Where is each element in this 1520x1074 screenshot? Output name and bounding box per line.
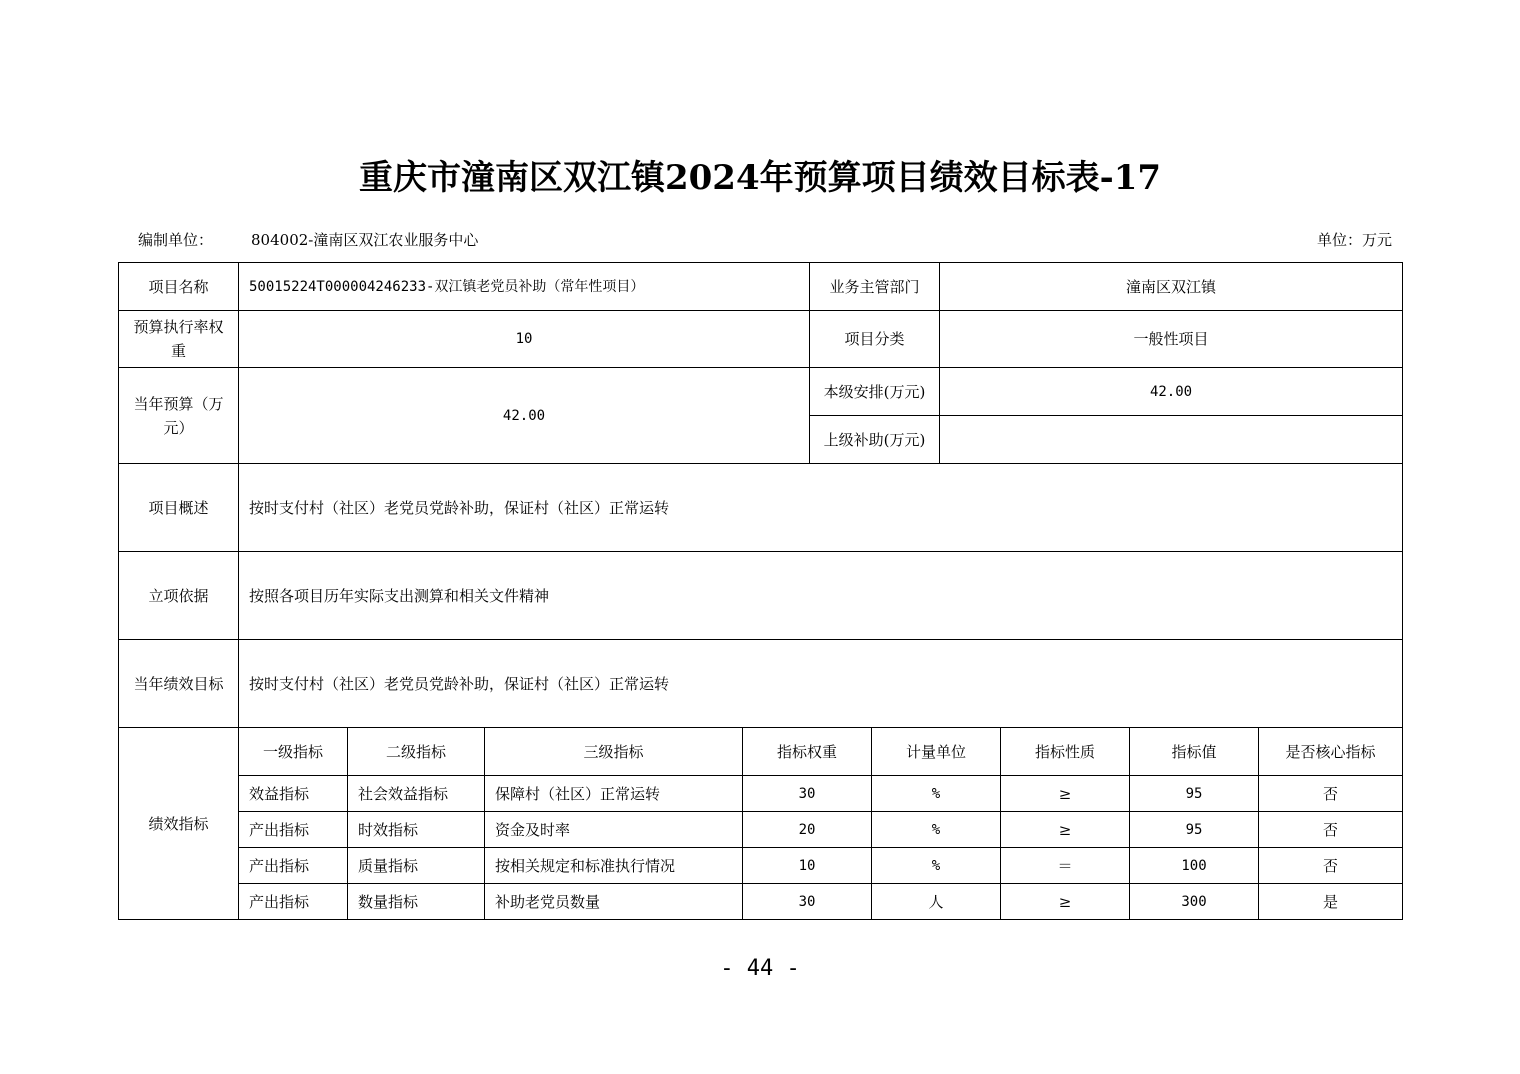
row-overview <box>119 464 1403 552</box>
level2-cell: 社会效益指标 <box>348 776 485 812</box>
indicator-row <box>119 776 1403 812</box>
indicators-section-label: 绩效指标 <box>119 728 239 920</box>
local-value: 42.00 <box>940 368 1403 416</box>
value-cell: 300 <box>1130 884 1259 920</box>
performance-table <box>118 262 1403 920</box>
header-level3: 三级指标 <box>485 728 743 776</box>
level2-cell: 质量指标 <box>348 848 485 884</box>
overview-value: 按时支付村（社区）老党员党龄补助，保证村（社区）正常运转 <box>239 464 1403 552</box>
level1-cell: 产出指标 <box>239 884 348 920</box>
project-name-label: 项目名称 <box>119 263 239 311</box>
value-cell: 95 <box>1130 776 1259 812</box>
unit-cell: % <box>872 848 1001 884</box>
org-label: 编制单位： <box>138 231 214 249</box>
level2-cell: 数量指标 <box>348 884 485 920</box>
header-level1: 一级指标 <box>239 728 348 776</box>
core-cell: 否 <box>1259 848 1403 884</box>
unit-label: 单位：万元 <box>1316 231 1392 249</box>
project-name-value: 50015224T000004246233-双江镇老党员补助（常年性项目） <box>239 263 810 311</box>
level1-cell: 效益指标 <box>239 776 348 812</box>
level3-cell: 补助老党员数量 <box>485 884 743 920</box>
basis-label: 立项依据 <box>119 552 239 640</box>
local-label: 本级安排(万元) <box>810 368 940 416</box>
upper-label: 上级补助(万元) <box>810 416 940 464</box>
dept-label: 业务主管部门 <box>810 263 940 311</box>
value-cell: 95 <box>1130 812 1259 848</box>
header-level2: 二级指标 <box>348 728 485 776</box>
unit-cell: % <box>872 776 1001 812</box>
org-value: 804002-潼南区双江农业服务中心 <box>251 231 479 249</box>
header-unit: 计量单位 <box>872 728 1001 776</box>
document-title: 重庆市潼南区双江镇2024年预算项目绩效目标表-17 <box>358 158 1162 198</box>
indicator-row <box>119 812 1403 848</box>
weight-cell: 10 <box>743 848 872 884</box>
level3-cell: 保障村（社区）正常运转 <box>485 776 743 812</box>
basis-value: 按照各项目历年实际支出测算和相关文件精神 <box>239 552 1403 640</box>
header-nature: 指标性质 <box>1001 728 1130 776</box>
overview-label: 项目概述 <box>119 464 239 552</box>
category-label: 项目分类 <box>810 311 940 368</box>
header-weight: 指标权重 <box>743 728 872 776</box>
core-cell: 否 <box>1259 812 1403 848</box>
level1-cell: 产出指标 <box>239 812 348 848</box>
nature-cell: ≥ <box>1001 776 1130 812</box>
header-value: 指标值 <box>1130 728 1259 776</box>
nature-cell: ≥ <box>1001 812 1130 848</box>
category-value: 一般性项目 <box>940 311 1403 368</box>
nature-cell: ＝ <box>1001 848 1130 884</box>
level2-cell: 时效指标 <box>348 812 485 848</box>
indicator-row <box>119 884 1403 920</box>
weight-cell: 30 <box>743 776 872 812</box>
goal-label: 当年绩效目标 <box>119 640 239 728</box>
header-core: 是否核心指标 <box>1259 728 1403 776</box>
weight-cell: 20 <box>743 812 872 848</box>
indicator-row <box>119 848 1403 884</box>
unit-cell: 人 <box>872 884 1001 920</box>
budget-value: 42.00 <box>239 368 810 464</box>
row-project-name <box>119 263 1403 311</box>
weight-value: 10 <box>239 311 810 368</box>
indicator-header-row <box>119 728 1403 776</box>
dept-value: 潼南区双江镇 <box>940 263 1403 311</box>
page-number: - 44 - <box>720 956 800 981</box>
org-line <box>138 229 478 250</box>
budget-label: 当年预算（万元） <box>119 368 239 464</box>
value-cell: 100 <box>1130 848 1259 884</box>
nature-cell: ≥ <box>1001 884 1130 920</box>
level3-cell: 资金及时率 <box>485 812 743 848</box>
weight-cell: 30 <box>743 884 872 920</box>
core-cell: 是 <box>1259 884 1403 920</box>
row-budget-local <box>119 368 1403 416</box>
upper-value <box>940 416 1403 464</box>
row-weight <box>119 311 1403 368</box>
weight-label: 预算执行率权重 <box>119 311 239 368</box>
unit-cell: % <box>872 812 1001 848</box>
level1-cell: 产出指标 <box>239 848 348 884</box>
level3-cell: 按相关规定和标准执行情况 <box>485 848 743 884</box>
row-basis <box>119 552 1403 640</box>
row-goal <box>119 640 1403 728</box>
core-cell: 否 <box>1259 776 1403 812</box>
goal-value: 按时支付村（社区）老党员党龄补助，保证村（社区）正常运转 <box>239 640 1403 728</box>
